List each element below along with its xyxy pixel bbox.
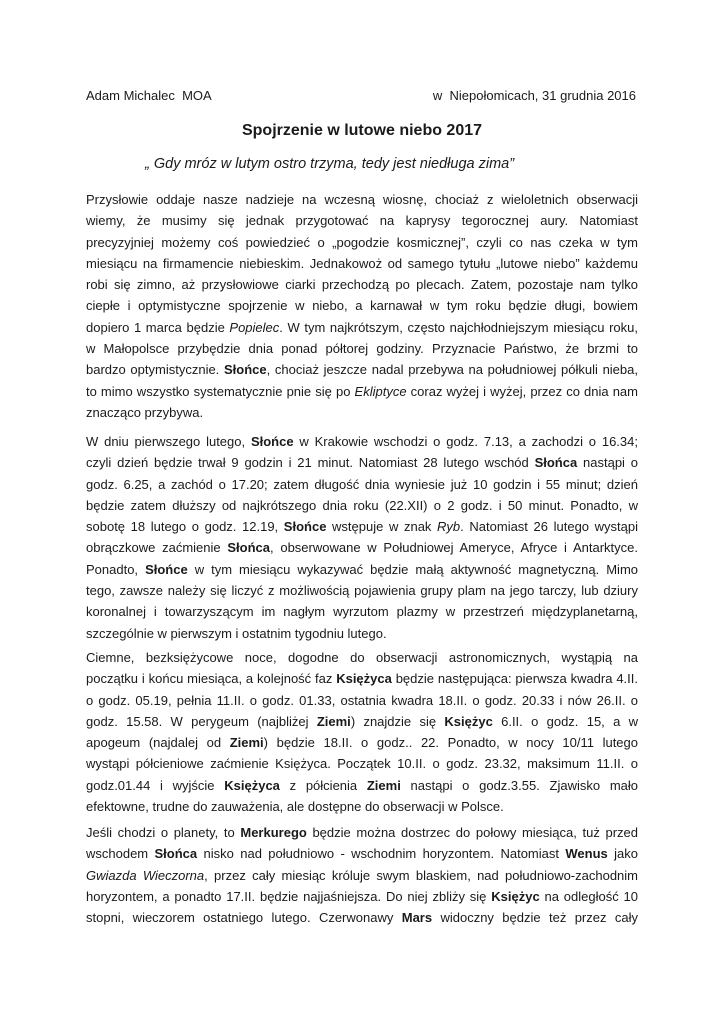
paragraph-line: szczególnie w pierwszym i ostatnim tygodniu lutego. [86,625,387,641]
paragraph-line: Przysłowie oddaje nasze nadzieje na wczesną wiosnę, chociaż z wieloletnich obserwacji [86,192,638,207]
place-date-line: w Niepołomicach, 31 grudnia 2016 [432,88,636,103]
paragraph-line: początku i końcu miesiąca, a kolejność faz Księżyca będzie następująca: pierwsza kwadra 4.II. [86,671,638,687]
paragraph-line: godz. 15.58. W perygeum (najbliżej Ziemi) znajdzie się Księżyc 6.II. o godz. 15, a w [86,713,639,729]
paragraph-line: robi się zimno, aż przysłowiowe ciarki przechodzą po plecach. Zatem, pozostaje nam tylko [86,277,638,293]
paragraph-line: bardzo optymistycznie. Słońce, chociaż jeszcze nadal przebywa na południowej półkuli nieba, [86,362,638,378]
emphasis-bold: Wenus [565,846,608,862]
paragraph-line: Ciemne, bezksiężycowe noce, dogodne do obserwacji astronomicznych, wystąpią na [86,650,638,665]
author-line: Adam Michalec MOA [86,88,212,103]
paragraph-line: miesiącu na firmamencie niebieskim. Jednakowoż od samego tytułu „lutowe niebo” każdemu [86,255,638,271]
paragraph-line: tego, zawsze należy się liczyć z możliwością pojawienia grupy plam na jego tarczy, lub dziury [86,583,638,599]
motto-quote: „ Gdy mróz w lutym ostro trzyma, tedy jest niedługa zima” [145,156,515,172]
paragraph-line: wiemy, że musimy się jednak przygotować na kaprysy tegorocznej aury. Natomiast [86,213,638,229]
emphasis-bold: Ziemi [366,777,401,793]
emphasis-bold: Słońce [250,434,294,449]
paragraph-line: efektowne, trudne do zauważenia, ale dostępne do obserwacji w Polsce. [86,799,504,815]
emphasis-italic: Gwiazda Wieczorna [86,867,205,883]
emphasis-italic: Ryb [437,519,461,535]
emphasis-bold: Mars [401,910,433,926]
paragraph-line: horyzontem, a ponadto 17.II. będzie najjaśniejsza. Do niej zbliży się Księżyc na odległość 10 [86,888,638,904]
paragraph-line: to mimo wszystko systematycznie pnie się po Ekliptyce coraz wyżej i wyżej, przez co dnia nam [86,383,638,399]
paragraph-4 [86,822,638,928]
emphasis-bold: Słońce [283,519,327,535]
paragraph-line: godz. 6.25, a zachód o 17.20; zatem długość dnia wyniesie już 10 godzin i 55 minut; dzień [86,476,638,492]
paragraph-line: Jeśli chodzi o planety, to Merkurego będzie można dostrzec do połowy miesiąca, tuż przed [86,825,638,840]
paragraph-3 [86,647,638,817]
paragraph-2 [86,431,638,644]
emphasis-bold: Ziemi [316,713,351,729]
paragraph-line: w Małopolsce przybędzie dnia ponad półtorej godziny. Przyznacie Państwo, że brzmi to [86,341,638,357]
document-title: Spojrzenie w lutowe niebo 2017 [241,122,483,139]
paragraph-line: godz.01.44 i wyjście Księżyca z półcienia Ziemi nastąpi o godz.3.55. Zjawisko mało [86,777,638,793]
emphasis-bold: Ziemi [229,735,264,751]
emphasis-bold: Słońca [534,455,578,471]
paragraph-1 [86,189,638,423]
emphasis-italic: Ekliptyce [354,383,407,399]
paragraph-line: wschodem Słońca nisko nad południowo - wschodnim horyzontem. Natomiast Wenus jako [86,846,638,862]
paragraph-line: wystąpi półcieniowe zaćmienie Księżyca. Początek 10.II. o godz. 23.32, maksimum 11.II. o [86,756,638,772]
paragraph-line: stopni, wieczorem ostatniego lutego. Czerwonawy Mars widoczny będzie też przez cały [86,910,638,926]
emphasis-bold: Księżyca [336,671,392,687]
paragraph-line: będzie zatem dłuższy od najkrótszego dnia roku (22.XII) o 2 godz. i 50 minut. Ponadto, w [86,497,638,513]
emphasis-bold: Księżyc [491,888,540,904]
emphasis-bold: Księżyca [224,777,280,793]
paragraph-line: W dniu pierwszego lutego, Słońce w Krakowie wschodzi o godz. 7.13, a zachodzi o 16.34; [86,434,638,449]
paragraph-line: znacząco przybywa. [86,404,204,420]
paragraph-line: ciepłe i optymistyczne spojrzenie w niebo, a karnawał w tym roku będzie długi, bowiem [86,298,638,314]
paragraph-line: Ponadto, Słońce w tym miesiącu wykazywać będzie małą aktywność magnetyczną. Mimo [86,561,638,577]
emphasis-bold: Słońca [154,846,198,862]
paragraph-line: koronalnej i towarzyszącym im nagłym wyrzutom plazmy w przestrzeń międzyplanetarną, [86,604,638,620]
emphasis-bold: Merkurego [240,825,307,840]
paragraph-line: precyzyjniej możemy coś powiedzieć o „pogodzie kosmicznej”, czyli co nas czeka w tym [86,234,638,250]
paragraph-line: apogeum (najdalej od Ziemi) będzie 18.II. o godz.. 22. Ponadto, w nocy 10/11 lutego [86,735,638,751]
paragraph-line: sobotę 18 lutego o godz. 12.19, Słońce wstępuje w znak Ryb. Natomiast 26 lutego wystąpi [86,519,638,535]
emphasis-italic: Popielec [229,319,280,335]
emphasis-bold: Księżyc [444,713,493,729]
emphasis-bold: Słońca [227,540,270,556]
emphasis-bold: Słońce [223,362,267,378]
paragraph-line: czyli dzień będzie trwał 9 godzin i 21 minut. Natomiast 28 lutego wschód Słońca nastąpi o [86,455,638,471]
paragraph-line: o godz. 05.19, pełnia 11.II. o godz. 01.33, ostatnia kwadra 18.II. o godz. 20.33 i nów 26.II. o [86,692,638,708]
emphasis-bold: Słońce [145,561,188,577]
paragraph-line: dopiero 1 marca będzie Popielec. W tym najkrótszym, często najchłodniejszym miesiącu roku, [86,319,638,335]
paragraph-line: obrączkowe zaćmienie Słońca, obserwowane w Południowej Ameryce, Afryce i Antarktyce. [86,540,638,556]
paragraph-line: Gwiazda Wieczorna, przez cały miesiąc króluje swym blaskiem, nad południowo-zachodnim [86,867,639,883]
